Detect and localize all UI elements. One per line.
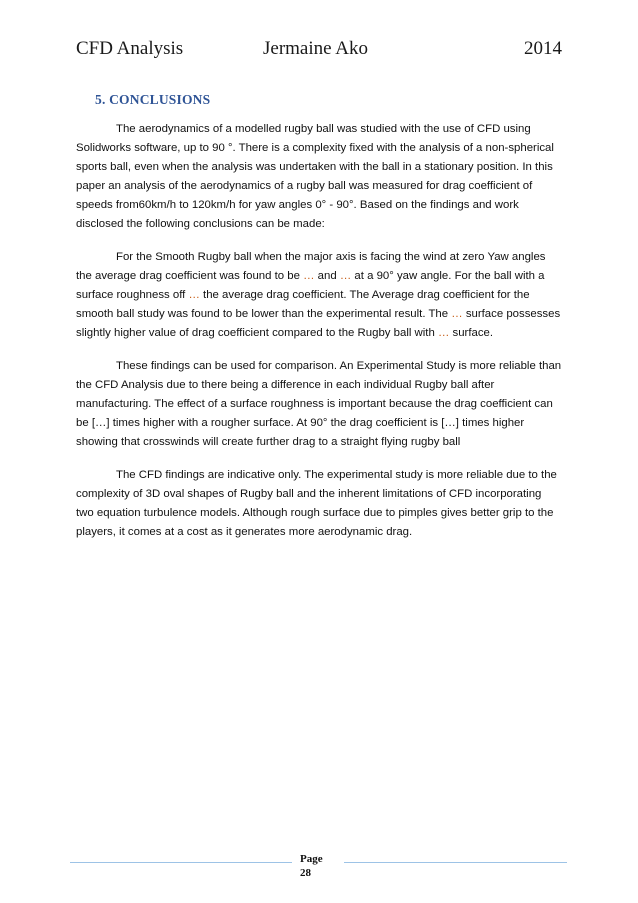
- paragraph-indicative: The CFD findings are indicative only. The experimental study is more reliable due to the complexity of 3D oval shapes of Rugby ball and the inherent limitations of CFD incorporating two equation turbulence models. Although rough surface due to pimples gives better grip to the players, it comes at a cost as it generates more aerodynamic drag.: [76, 469, 557, 538]
- header-year: 2014: [524, 38, 562, 59]
- page-word: Page: [300, 853, 323, 865]
- footer-rule-left: [70, 862, 292, 863]
- paragraph-findings: [76, 248, 562, 343]
- text-run: For the Smooth Rugby ball when the major axis is facing the wind at zero Yaw angles the average drag coefficient was found to be: [76, 251, 546, 282]
- text-run: the average drag coefficient. The Average drag coefficient for the smooth ball study was found to be lower than the experimental result. The: [76, 289, 530, 320]
- page-header: [76, 38, 562, 62]
- text-run: surface possesses slightly higher value of drag coefficient compared to the Rugby ball with: [76, 308, 561, 339]
- ellipsis-placeholder: …: [437, 327, 450, 339]
- page-footer: [70, 848, 567, 888]
- text-run: at a 90° yaw angle. For the ball with a surface roughness off: [76, 270, 545, 301]
- ellipsis-placeholder: …: [339, 270, 352, 282]
- paragraph-intro: The aerodynamics of a modelled rugby ball was studied with the use of CFD using Solidworks software, up to 90 °. There is a complexity fixed with the analysis of a non-spherical sports ball, even when the analysis was undertaken with the ball in a stationary position. In this paper an analysis of the aerodynamics of a rugby ball was measured for drag coefficient of speeds from60km/h to 120km/h for yaw angles 0° - 90°. Based on the findings and work disclosed the following conclusions can be made:: [76, 123, 554, 230]
- ellipsis-placeholder: …: [303, 270, 315, 282]
- header-title: CFD Analysis: [76, 38, 184, 59]
- page-number: 28: [300, 867, 311, 879]
- section-heading: 5. CONCLUSIONS: [95, 92, 211, 107]
- ellipsis-placeholder: …: [188, 289, 200, 301]
- paragraph-comparison: These findings can be used for comparison. An Experimental Study is more reliable than the CFD Analysis due to there being a difference in each individual Rugby ball after manufacturing. The effect of a surface roughness is important because the drag coefficient can be […] times higher with a rougher surface. At 90° the drag coefficient is […] times higher showing that crosswinds will create further drag to a straight flying rugby ball: [76, 360, 562, 448]
- header-author: Jermaine Ako: [263, 38, 369, 59]
- ellipsis-placeholder: …: [451, 308, 463, 320]
- text-run: and: [314, 270, 340, 282]
- page-number-label: [300, 852, 323, 880]
- text-run: surface.: [449, 327, 494, 339]
- document-body: [76, 120, 562, 556]
- footer-rule-right: [344, 862, 567, 863]
